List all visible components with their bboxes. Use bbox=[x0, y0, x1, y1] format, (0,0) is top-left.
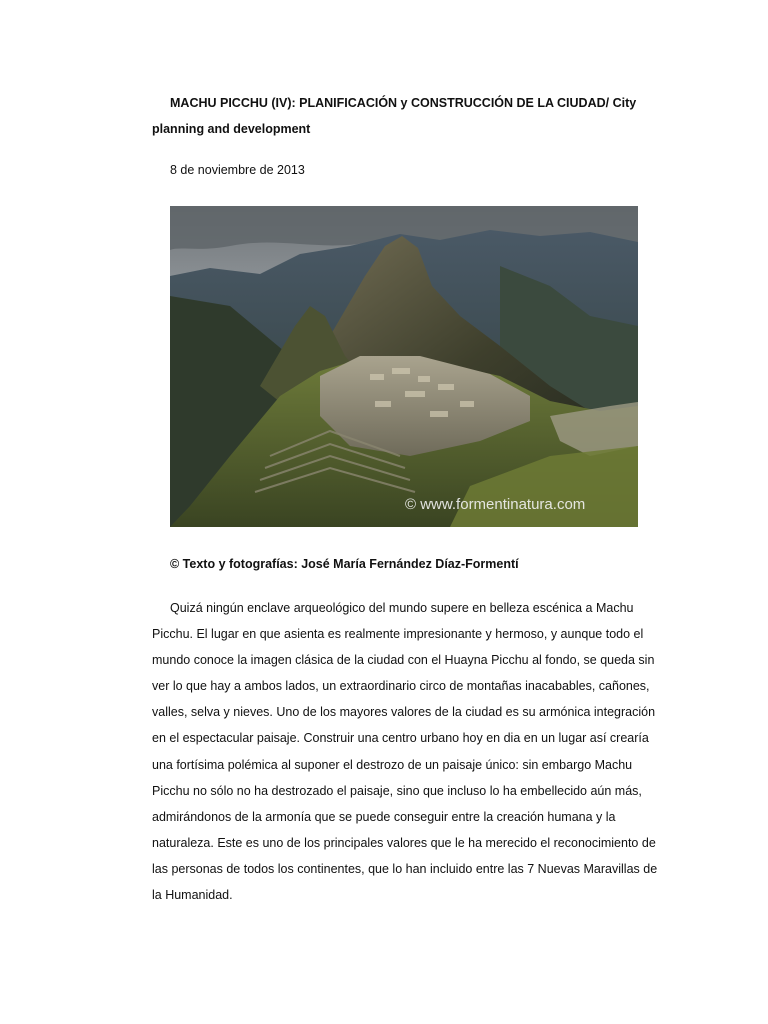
photo-watermark: © www.formentinatura.com bbox=[405, 496, 586, 513]
publication-date: 8 de noviembre de 2013 bbox=[170, 163, 305, 177]
machu-picchu-photo bbox=[170, 206, 638, 527]
body-paragraph: Quizá ningún enclave arqueológico del mundo supere en belleza escénica a Machu Picchu. El lugar en que asienta es realmente impresionante y hermoso, y aunque todo el mundo conoce la imagen clásica de la ciudad con el Huayna Picchu al fondo, se queda sin ver lo que hay a ambos lados, un extraordinario circo de montañas inacabables, cañones, valles, selva y nieves. Uno de los mayores valores de la ciudad es su armónica integración en el espectacular paisaje. Construir una centro urbano hoy en dia en un lugar así crearía una fortísima polémica al suponer el destrozo de un paisaje único: sin embargo Machu Picchu no sólo no ha destrozado el paisaje, sino que incluso lo ha embellecido aún más, admirándonos de la armonía que se puede conseguir entre la creación humana y la naturaleza. Este es uno de los principales valores que le ha merecido el reconocimiento de las personas de todos los continentes, que lo han incluido entre las 7 Nuevas Maravillas de la Humanidad. bbox=[152, 601, 658, 903]
document-title: MACHU PICCHU (IV): PLANIFICACIÓN y CONSTRUCCIÓN DE LA CIUDAD/ City planning and development bbox=[152, 96, 637, 136]
photo-credit: © Texto y fotografías: José María Fernández Díaz-Formentí bbox=[170, 557, 519, 571]
